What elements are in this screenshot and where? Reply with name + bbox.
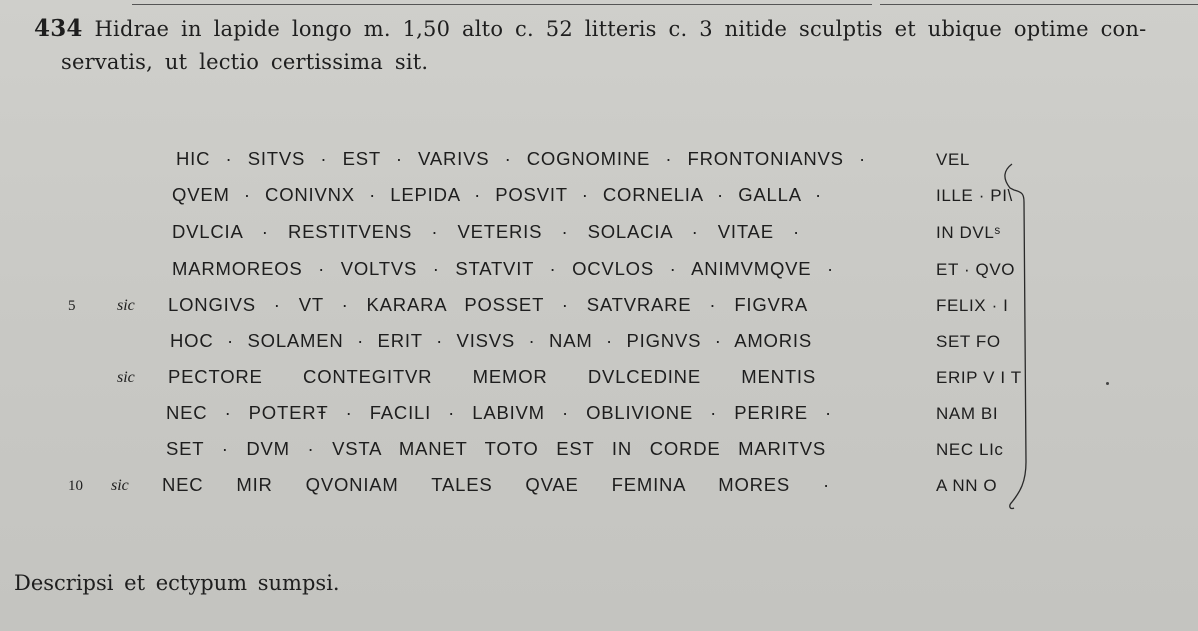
ink-speck bbox=[1106, 382, 1109, 385]
footer-note: Descripsi et ectypum sumpsi. bbox=[14, 571, 340, 595]
sic-note: sic bbox=[111, 477, 129, 494]
inscription-text: SET · DVM · VSTA MANET TOTO EST IN CORDE MARITVS bbox=[166, 438, 826, 459]
sic-note: sic bbox=[117, 369, 135, 386]
entry-number: 434 bbox=[34, 15, 83, 42]
inscription-text: LONGIVS · VT · KARARA POSSET · SATVRARE · FIGVRA bbox=[168, 294, 808, 315]
inscription-right-fragment: NEC LIc bbox=[936, 440, 1004, 459]
inscription-right-fragment: SET FO bbox=[936, 332, 1001, 351]
inscription-right-fragment: VEL bbox=[936, 150, 970, 169]
entry-line-1 bbox=[34, 12, 1184, 46]
fragment-edge-brace bbox=[1000, 162, 1040, 512]
inscription-text: MARMOREOS · VOLTVS · STATVIT · OCVLOS · ANIMVMQVE · bbox=[172, 258, 834, 279]
inscription-text: PECTORE CONTEGITVR MEMOR DVLCEDINE MENTIS bbox=[168, 366, 816, 387]
entry-text-1: Hidrae in lapide longo m. 1,50 alto c. 52 litteris c. 3 nitide sculptis et ubique optime con- bbox=[94, 17, 1147, 41]
inscription-text: NEC MIR QVONIAM TALES QVAE FEMINA MORES · bbox=[162, 474, 830, 495]
inscription-text: DVLCIA · RESTITVENS · VETERIS · SOLACIA · VITAE · bbox=[172, 221, 800, 242]
entry-line-2: servatis, ut lectio certissima sit. bbox=[61, 50, 429, 74]
inscription-text: HOC · SOLAMEN · ERIT · VISVS · NAM · PIGNVS · AMORIS bbox=[170, 330, 812, 351]
inscription-text: HIC · SITVS · EST · VARIVS · COGNOMINE · FRONTONIANVS · bbox=[176, 148, 866, 169]
line-number: 10 bbox=[68, 478, 83, 494]
inscription-text: NEC · POTERŦ · FACILI · LABIVM · OBLIVIONE · PERIRE · bbox=[166, 402, 832, 423]
top-rule-left bbox=[132, 4, 872, 5]
top-rule-right bbox=[880, 4, 1198, 5]
inscription-right-fragment: FELIX · I bbox=[936, 296, 1009, 315]
inscription-right-fragment: A NN O bbox=[936, 476, 998, 495]
line-number: 5 bbox=[68, 298, 76, 314]
inscription-right-fragment: ET · QVO bbox=[936, 260, 1016, 279]
sic-note: sic bbox=[117, 297, 135, 314]
entry-description bbox=[34, 12, 1184, 79]
inscription-right-fragment: ERIP V I T bbox=[936, 368, 1022, 387]
brace-curve bbox=[1005, 164, 1026, 509]
inscription-text: QVEM · CONIVNX · LEPIDA · POSVIT · CORNELIA · GALLA · bbox=[172, 184, 822, 205]
inscription-right-fragment: NAM BI bbox=[936, 404, 999, 423]
inscription-right-fragment: ILLE · PI\ bbox=[936, 186, 1013, 205]
inscription-right-fragment: IN DVLˢ bbox=[936, 223, 1001, 242]
